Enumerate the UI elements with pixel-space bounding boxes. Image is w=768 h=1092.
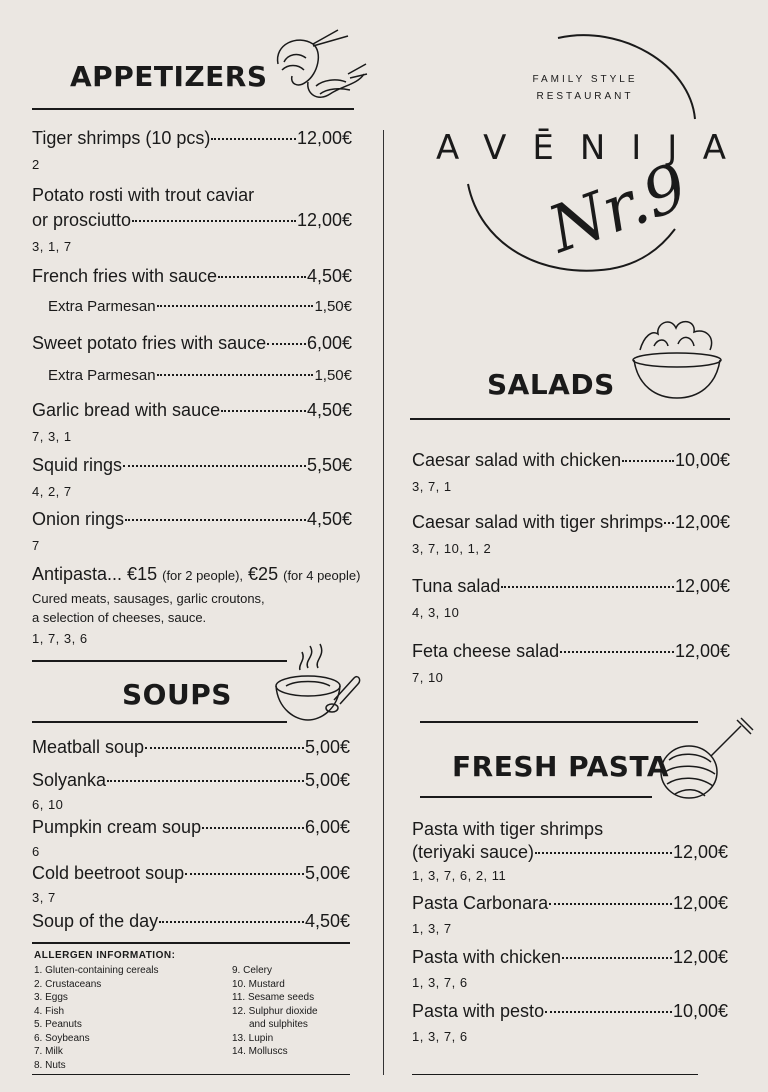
allergen-codes: 7 — [32, 538, 40, 553]
allergen-rule — [32, 942, 350, 944]
allergen-codes: 6 — [32, 844, 40, 859]
appetizer-item: Squid rings 5,50€ — [32, 455, 352, 475]
salad-item: Caesar salad with tiger shrimps 12,00€ — [412, 512, 730, 532]
allergen-codes: 1, 3, 7, 6 — [412, 975, 468, 990]
pasta-title: FRESH PASTA — [452, 750, 670, 783]
appetizer-extra: Extra Parmesan 1,50€ — [48, 298, 352, 315]
allergen-info-title: ALLERGEN INFORMATION: — [34, 950, 176, 961]
column-divider — [383, 130, 384, 1075]
soup-bowl-icon — [272, 638, 364, 726]
allergen-list: 9. Celery 10. Mustard 11. Sesame seeds 12. Sulphur dioxide and sulphites 13. Lupin 14. Molluscs — [232, 965, 318, 1057]
pasta-fork-icon — [655, 716, 755, 806]
appetizer-item: Sweet potato fries with sauce 6,00€ — [32, 333, 352, 353]
logo-number: Nr.9 — [539, 150, 698, 268]
bottom-rule-left — [32, 1074, 350, 1075]
allergen-codes: 3, 1, 7 — [32, 239, 72, 254]
appetizer-item: French fries with sauce 4,50€ — [32, 266, 352, 286]
allergen-codes: 3, 7, 10, 1, 2 — [412, 541, 492, 556]
pasta-rule — [420, 796, 652, 798]
logo-subtitle: FAMILY STYLE — [532, 74, 638, 85]
logo-name: AVĒNIJA — [436, 128, 752, 168]
salad-bowl-icon — [630, 310, 724, 402]
salad-item: Tuna salad 12,00€ — [412, 576, 730, 596]
appetizer-item-line: Potato rosti with trout caviar — [32, 185, 255, 205]
allergen-codes: 4, 3, 10 — [412, 605, 460, 620]
allergen-codes: 7, 3, 1 — [32, 429, 72, 444]
salad-item: Caesar salad with chicken 10,00€ — [412, 450, 730, 470]
logo-subtitle: RESTAURANT — [536, 91, 634, 102]
allergen-codes: 3, 7, 1 — [412, 479, 452, 494]
salads-title: SALADS — [487, 368, 615, 401]
soup-item: Solyanka 5,00€ — [32, 770, 350, 790]
allergen-codes: 7, 10 — [412, 670, 444, 685]
antipasta-item: Antipasta... €15 (for 2 people), €25 (for 4 people) — [32, 564, 361, 584]
appetizer-extra: Extra Parmesan 1,50€ — [48, 367, 352, 384]
allergen-codes: 2 — [32, 157, 40, 172]
allergen-codes: 3, 7 — [32, 890, 56, 905]
appetizer-item: Garlic bread with sauce 4,50€ — [32, 400, 352, 420]
antipasta-description: Cured meats, sausages, garlic croutons, — [32, 591, 265, 606]
allergen-codes: 4, 2, 7 — [32, 484, 72, 499]
allergen-codes: 1, 7, 3, 6 — [32, 631, 88, 646]
allergen-codes: 1, 3, 7, 6 — [412, 1029, 468, 1044]
allergen-codes: 6, 10 — [32, 797, 64, 812]
soup-item: Cold beetroot soup 5,00€ — [32, 863, 350, 883]
salads-rule — [410, 418, 730, 420]
appetizer-item: Onion rings 4,50€ — [32, 509, 352, 529]
soups-top-rule — [32, 660, 287, 662]
allergen-codes: 1, 3, 7 — [412, 921, 452, 936]
antipasta-description: a selection of cheeses, sauce. — [32, 610, 207, 625]
allergen-codes: 1, 3, 7, 6, 2, 11 — [412, 868, 507, 883]
soups-rule — [32, 721, 287, 723]
appetizer-item: Tiger shrimps (10 pcs) 12,00€ — [32, 128, 352, 148]
pasta-item-line: Pasta with tiger shrimps — [412, 819, 604, 839]
soups-title: SOUPS — [122, 678, 232, 711]
appetizers-rule — [32, 108, 354, 110]
pasta-item: (teriyaki sauce) 12,00€ — [412, 842, 728, 862]
bottom-rule-right — [412, 1074, 698, 1075]
allergen-list: 1. Gluten-containing cereals 2. Crustaceans 3. Eggs 4. Fish 5. Peanuts 6. Soybeans 7. Milk 8. Nuts — [34, 965, 159, 1071]
pasta-item: Pasta Carbonara 12,00€ — [412, 893, 728, 913]
pasta-item: Pasta with chicken 12,00€ — [412, 947, 728, 967]
pasta-item: Pasta with pesto 10,00€ — [412, 1001, 728, 1021]
soup-item: Meatball soup 5,00€ — [32, 737, 350, 757]
appetizers-title: APPETIZERS — [70, 60, 268, 93]
shrimp-icon — [268, 24, 368, 108]
appetizer-item: or prosciutto 12,00€ — [32, 210, 352, 230]
salad-item: Feta cheese salad 12,00€ — [412, 641, 730, 661]
soup-item: Pumpkin cream soup 6,00€ — [32, 817, 350, 837]
soup-item: Soup of the day 4,50€ — [32, 911, 350, 931]
